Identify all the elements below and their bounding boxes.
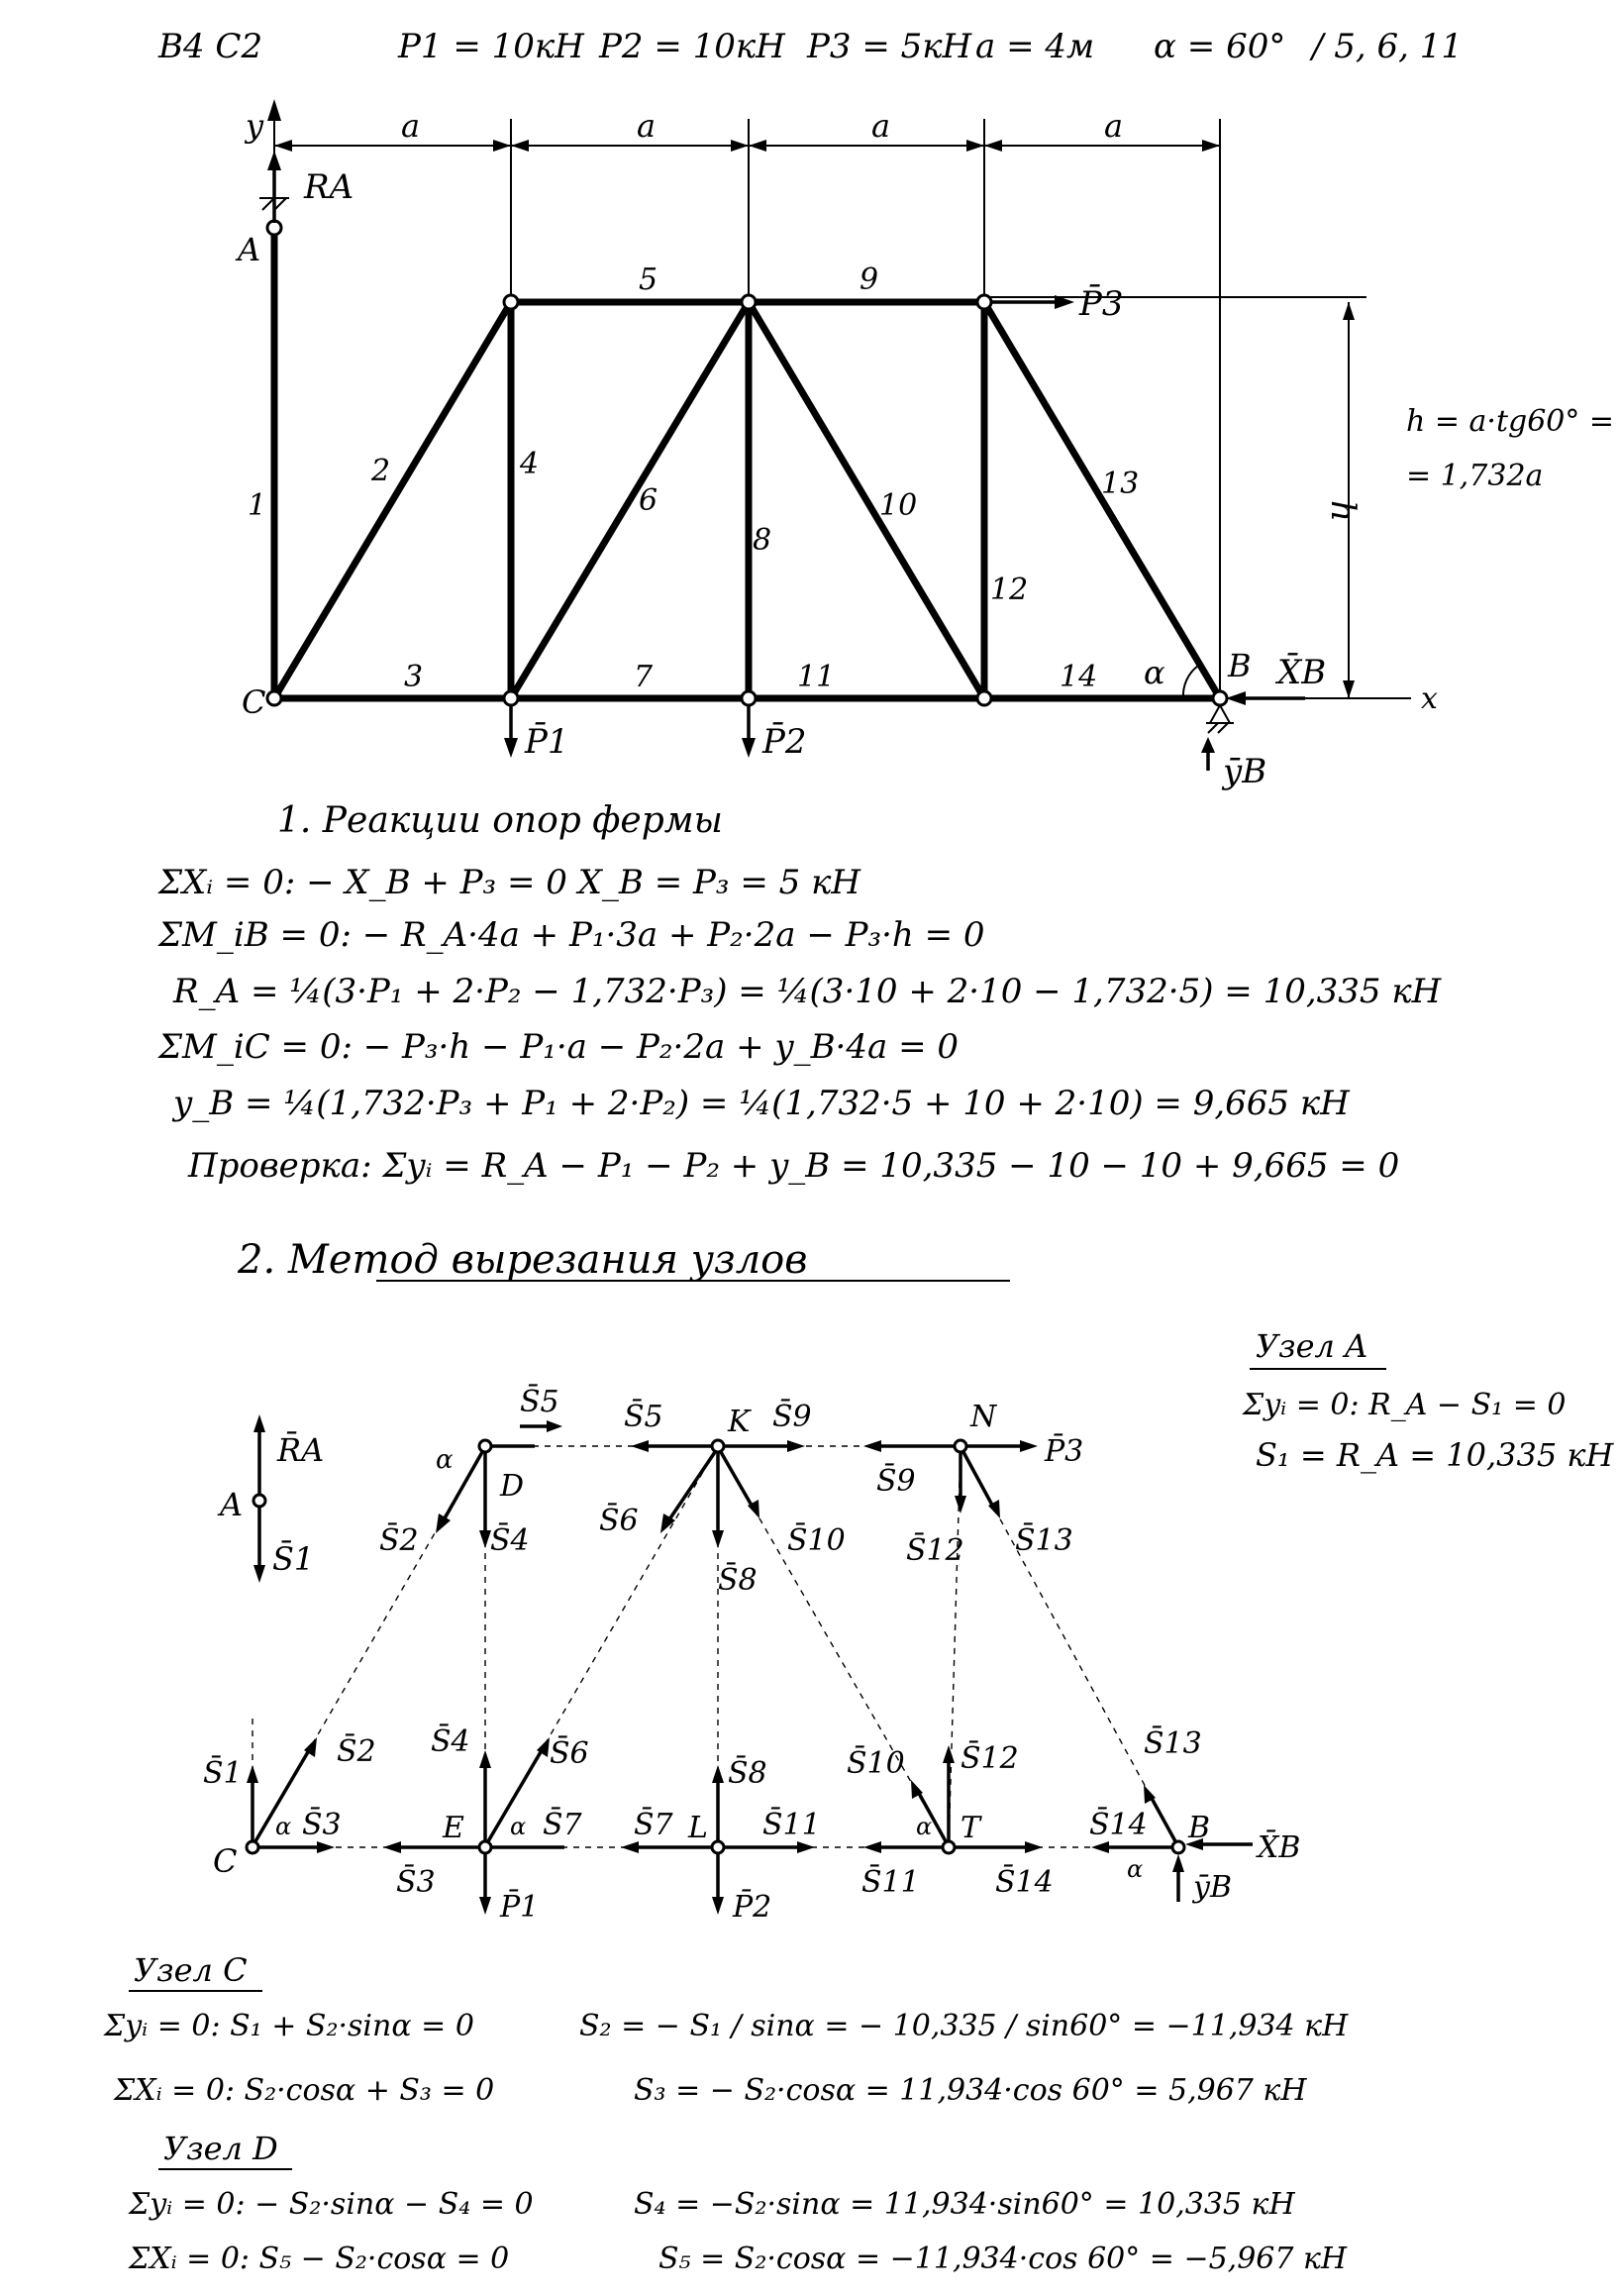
node-A-eq: Σyᵢ = 0: R_A − S₁ = 0 [1243, 1388, 1567, 1422]
node-D-eq2: ΣXᵢ = 0: S₅ − S₂·cosα = 0 [129, 2242, 510, 2276]
section1-title: 1. Реакции опор фермы [277, 800, 723, 841]
jd-node-C [247, 1841, 258, 1853]
node-C-eq1: Σyᵢ = 0: S₁ + S₂·sinα = 0 [104, 2009, 474, 2043]
jd-label-L: L [688, 1811, 708, 1845]
member-6 [511, 302, 749, 698]
jd-label-N: N [970, 1400, 997, 1434]
jd-label-E: E [443, 1811, 464, 1845]
jd-label-S12-T: S̄12 [961, 1741, 1019, 1776]
label-P1: P̄1 [525, 722, 569, 762]
node-D-eq1: Σyᵢ = 0: − S₂·sinα − S₄ = 0 [129, 2187, 534, 2222]
label-h: h [1323, 500, 1363, 522]
jd-label-P3: P̄3 [1045, 1434, 1084, 1469]
node-A-title: Узел A [1256, 1327, 1368, 1365]
jd-node-N [955, 1440, 966, 1452]
node-K [742, 295, 756, 309]
dim-a-2: a [637, 107, 657, 145]
jd-label-K: K [728, 1405, 751, 1439]
member-label-12: 12 [990, 573, 1029, 607]
jd-label-S11-L: S̄11 [762, 1808, 821, 1842]
jd-node-D [479, 1440, 491, 1452]
angle-alpha-arc [1183, 666, 1198, 698]
h-formula-line2: = 1,732a [1406, 459, 1544, 493]
jd-node-K [712, 1440, 724, 1452]
jd-label-P2-L: P̄2 [733, 1890, 772, 1925]
eq-moment-C: ΣM_iC = 0: − P₃·h − P₁·a − P₂·2a + y_B·4a = 0 [158, 1027, 959, 1067]
jd-node-T [943, 1841, 955, 1853]
truss-diagram [235, 99, 1614, 791]
jd-node-B [1172, 1841, 1184, 1853]
jd-label-S6-K: S̄6 [599, 1504, 639, 1538]
node-D-res2: S₅ = S₂·cosα = −11,934·cos 60° = −5,967 кН [658, 2242, 1348, 2276]
jd-label-S9-N: S̄9 [876, 1464, 916, 1499]
jd-label-RA: R̄A [277, 1431, 325, 1469]
jd-label-S4-D: S̄4 [490, 1523, 530, 1558]
jd-label-S7-L: S̄7 [634, 1808, 673, 1842]
jd-label-S14-T: S̄14 [995, 1865, 1054, 1900]
jd-label-S1-A: S̄1 [272, 1540, 315, 1578]
member-label-14: 14 [1060, 660, 1098, 694]
member-label-9: 9 [860, 262, 879, 297]
section-reactions [156, 800, 1443, 1186]
node-C-title: Узел C [134, 1951, 248, 1989]
jd-label-S5-D: S̄5 [520, 1385, 559, 1419]
node-C-equations [103, 1951, 1349, 2108]
label-A: A [238, 231, 261, 268]
jd-label-YB: ȳB [1193, 1870, 1232, 1905]
jd-label-S3-E: S̄3 [396, 1865, 436, 1900]
jd-label-P1-E: P̄1 [500, 1890, 540, 1925]
member-2 [274, 302, 511, 698]
jd-label-S8-K: S̄8 [718, 1563, 758, 1598]
y-axis-arrow-icon [267, 99, 281, 121]
label-RA: RA [304, 167, 354, 207]
member-label-5: 5 [639, 262, 658, 297]
eq-check: Проверка: Σyᵢ = R_A − P₁ − P₂ + y_B = 10,335 − 10 − 10 + 9,665 = 0 [188, 1146, 1400, 1186]
dim-a-1: a [401, 107, 421, 145]
node-B [1213, 691, 1227, 705]
jd-label-S4-E: S̄4 [431, 1724, 470, 1759]
member-label-13: 13 [1101, 467, 1140, 501]
jd-alpha-C: α [275, 1813, 292, 1840]
node-D [504, 295, 518, 309]
node-C-res2: S₃ = − S₂·cosα = 11,934·cos 60° = 5,967 кН [634, 2073, 1307, 2108]
jd-label-S14-B: S̄14 [1089, 1808, 1148, 1842]
jd-label-S13-N: S̄13 [1015, 1523, 1073, 1558]
p3-given: P3 = 5кН [807, 27, 972, 66]
section-method [237, 1237, 1010, 1283]
jd-label-S11-T: S̄11 [861, 1865, 920, 1900]
label-YB: ȳB [1223, 752, 1267, 791]
eq-RA: R_A = ¼(3·P₁ + 2·P₂ − 1,732·P₃) = ¼(3·10 + 2·10 − 1,732·5) = 10,335 кН [173, 972, 1442, 1011]
member-label-11: 11 [797, 660, 836, 694]
jd-label-A: A [220, 1486, 244, 1523]
node-A-equations [1242, 1327, 1615, 1474]
eq-moment-B: ΣM_iB = 0: − R_A·4a + P₁·3a + P₂·2a − P₃·h = 0 [158, 915, 985, 955]
jd-alpha-E: α [510, 1813, 527, 1840]
variant-label: В4 С2 [158, 27, 263, 66]
jd-label-S9-K: S̄9 [772, 1400, 812, 1434]
member-label-8: 8 [753, 523, 772, 558]
label-P2: P̄2 [762, 722, 807, 762]
jd-label-S10-T: S̄10 [847, 1746, 905, 1781]
member-label-2: 2 [371, 454, 391, 488]
node-D-res1: S₄ = −S₂·sinα = 11,934·sin60° = 10,335 кН [634, 2187, 1295, 2222]
member-label-4: 4 [520, 447, 540, 481]
jd-label-S3-C: S̄3 [302, 1808, 342, 1842]
jd-label-C: C [213, 1842, 238, 1880]
label-B: B [1228, 647, 1252, 684]
member-label-1: 1 [248, 488, 267, 523]
jd-alpha-B: α [1127, 1855, 1144, 1883]
a-given: a = 4м [975, 27, 1095, 66]
node-L [742, 691, 756, 705]
jd-label-S13-B: S̄13 [1144, 1726, 1202, 1761]
jd-label-T: T [961, 1811, 981, 1845]
jd-label-S1-C: S̄1 [203, 1756, 243, 1791]
jd-node-E [479, 1841, 491, 1853]
jd-label-S2-D: S̄2 [379, 1523, 419, 1558]
alpha-given: α = 60° [1154, 27, 1286, 66]
member-label-10: 10 [879, 488, 918, 523]
jd-label-S12-N: S̄12 [906, 1533, 964, 1568]
section2-title: 2. Метод вырезания узлов [238, 1237, 808, 1283]
jd-label-S6-E: S̄6 [550, 1736, 589, 1771]
h-formula-line1: h = a·tg60° = [1406, 404, 1615, 439]
label-C: C [242, 683, 266, 721]
label-alpha: α [1144, 654, 1165, 691]
member-10 [749, 302, 984, 698]
node-C [267, 691, 281, 705]
node-N [977, 295, 991, 309]
node-A [267, 221, 281, 235]
label-XB: X̄B [1277, 653, 1327, 692]
jd-label-S7-E: S̄7 [543, 1808, 582, 1842]
node-C-eq2: ΣXᵢ = 0: S₂·cosα + S₃ = 0 [114, 2073, 495, 2108]
jd-alpha-D: α [436, 1445, 454, 1475]
jd-label-XB: X̄B [1258, 1830, 1301, 1865]
dim-a-4: a [1104, 107, 1124, 145]
node-C-res1: S₂ = − S₁ / sinα = − 10,335 / sin60° = −11,934 кН [579, 2009, 1349, 2043]
eq-sum-x: ΣXᵢ = 0: − X_B + P₃ = 0 X_B = P₃ = 5 кН [158, 863, 861, 902]
joint-diagram [203, 1384, 1300, 1925]
p2-given: P2 = 10кН [599, 27, 785, 66]
jd-label-B: B [1188, 1811, 1211, 1845]
node-A-result: S₁ = R_A = 10,335 кН [1256, 1436, 1614, 1474]
jd-label-S5-K: S̄5 [624, 1400, 663, 1434]
jd-node-A [253, 1495, 265, 1507]
jd-node-L [712, 1841, 724, 1853]
x-axis-label: x [1421, 681, 1438, 716]
node-D-title: Узел D [163, 2130, 278, 2167]
dim-a-3: a [871, 107, 891, 145]
label-P3: P̄3 [1079, 284, 1124, 324]
y-axis-label: y [246, 107, 264, 145]
jd-label-D: D [500, 1469, 525, 1504]
eq-YB: y_B = ¼(1,732·P₃ + P₁ + 2·P₂) = ¼(1,732·5 + 10 + 2·10) = 9,665 кН [173, 1084, 1350, 1123]
header [157, 27, 1463, 66]
member-label-7: 7 [634, 660, 654, 694]
jd-label-S2-C: S̄2 [337, 1734, 376, 1769]
jd-label-S10-K: S̄10 [787, 1523, 846, 1558]
jd-alpha-T: α [916, 1813, 933, 1840]
jd-label-S8-L: S̄8 [728, 1756, 767, 1791]
node-E [504, 691, 518, 705]
node-T [977, 691, 991, 705]
member-label-3: 3 [404, 660, 424, 694]
rods-list: / 5, 6, 11 [1312, 27, 1464, 66]
p1-given: P1 = 10кН [398, 27, 584, 66]
member-label-6: 6 [639, 483, 658, 518]
node-D-equations [128, 2130, 1348, 2276]
